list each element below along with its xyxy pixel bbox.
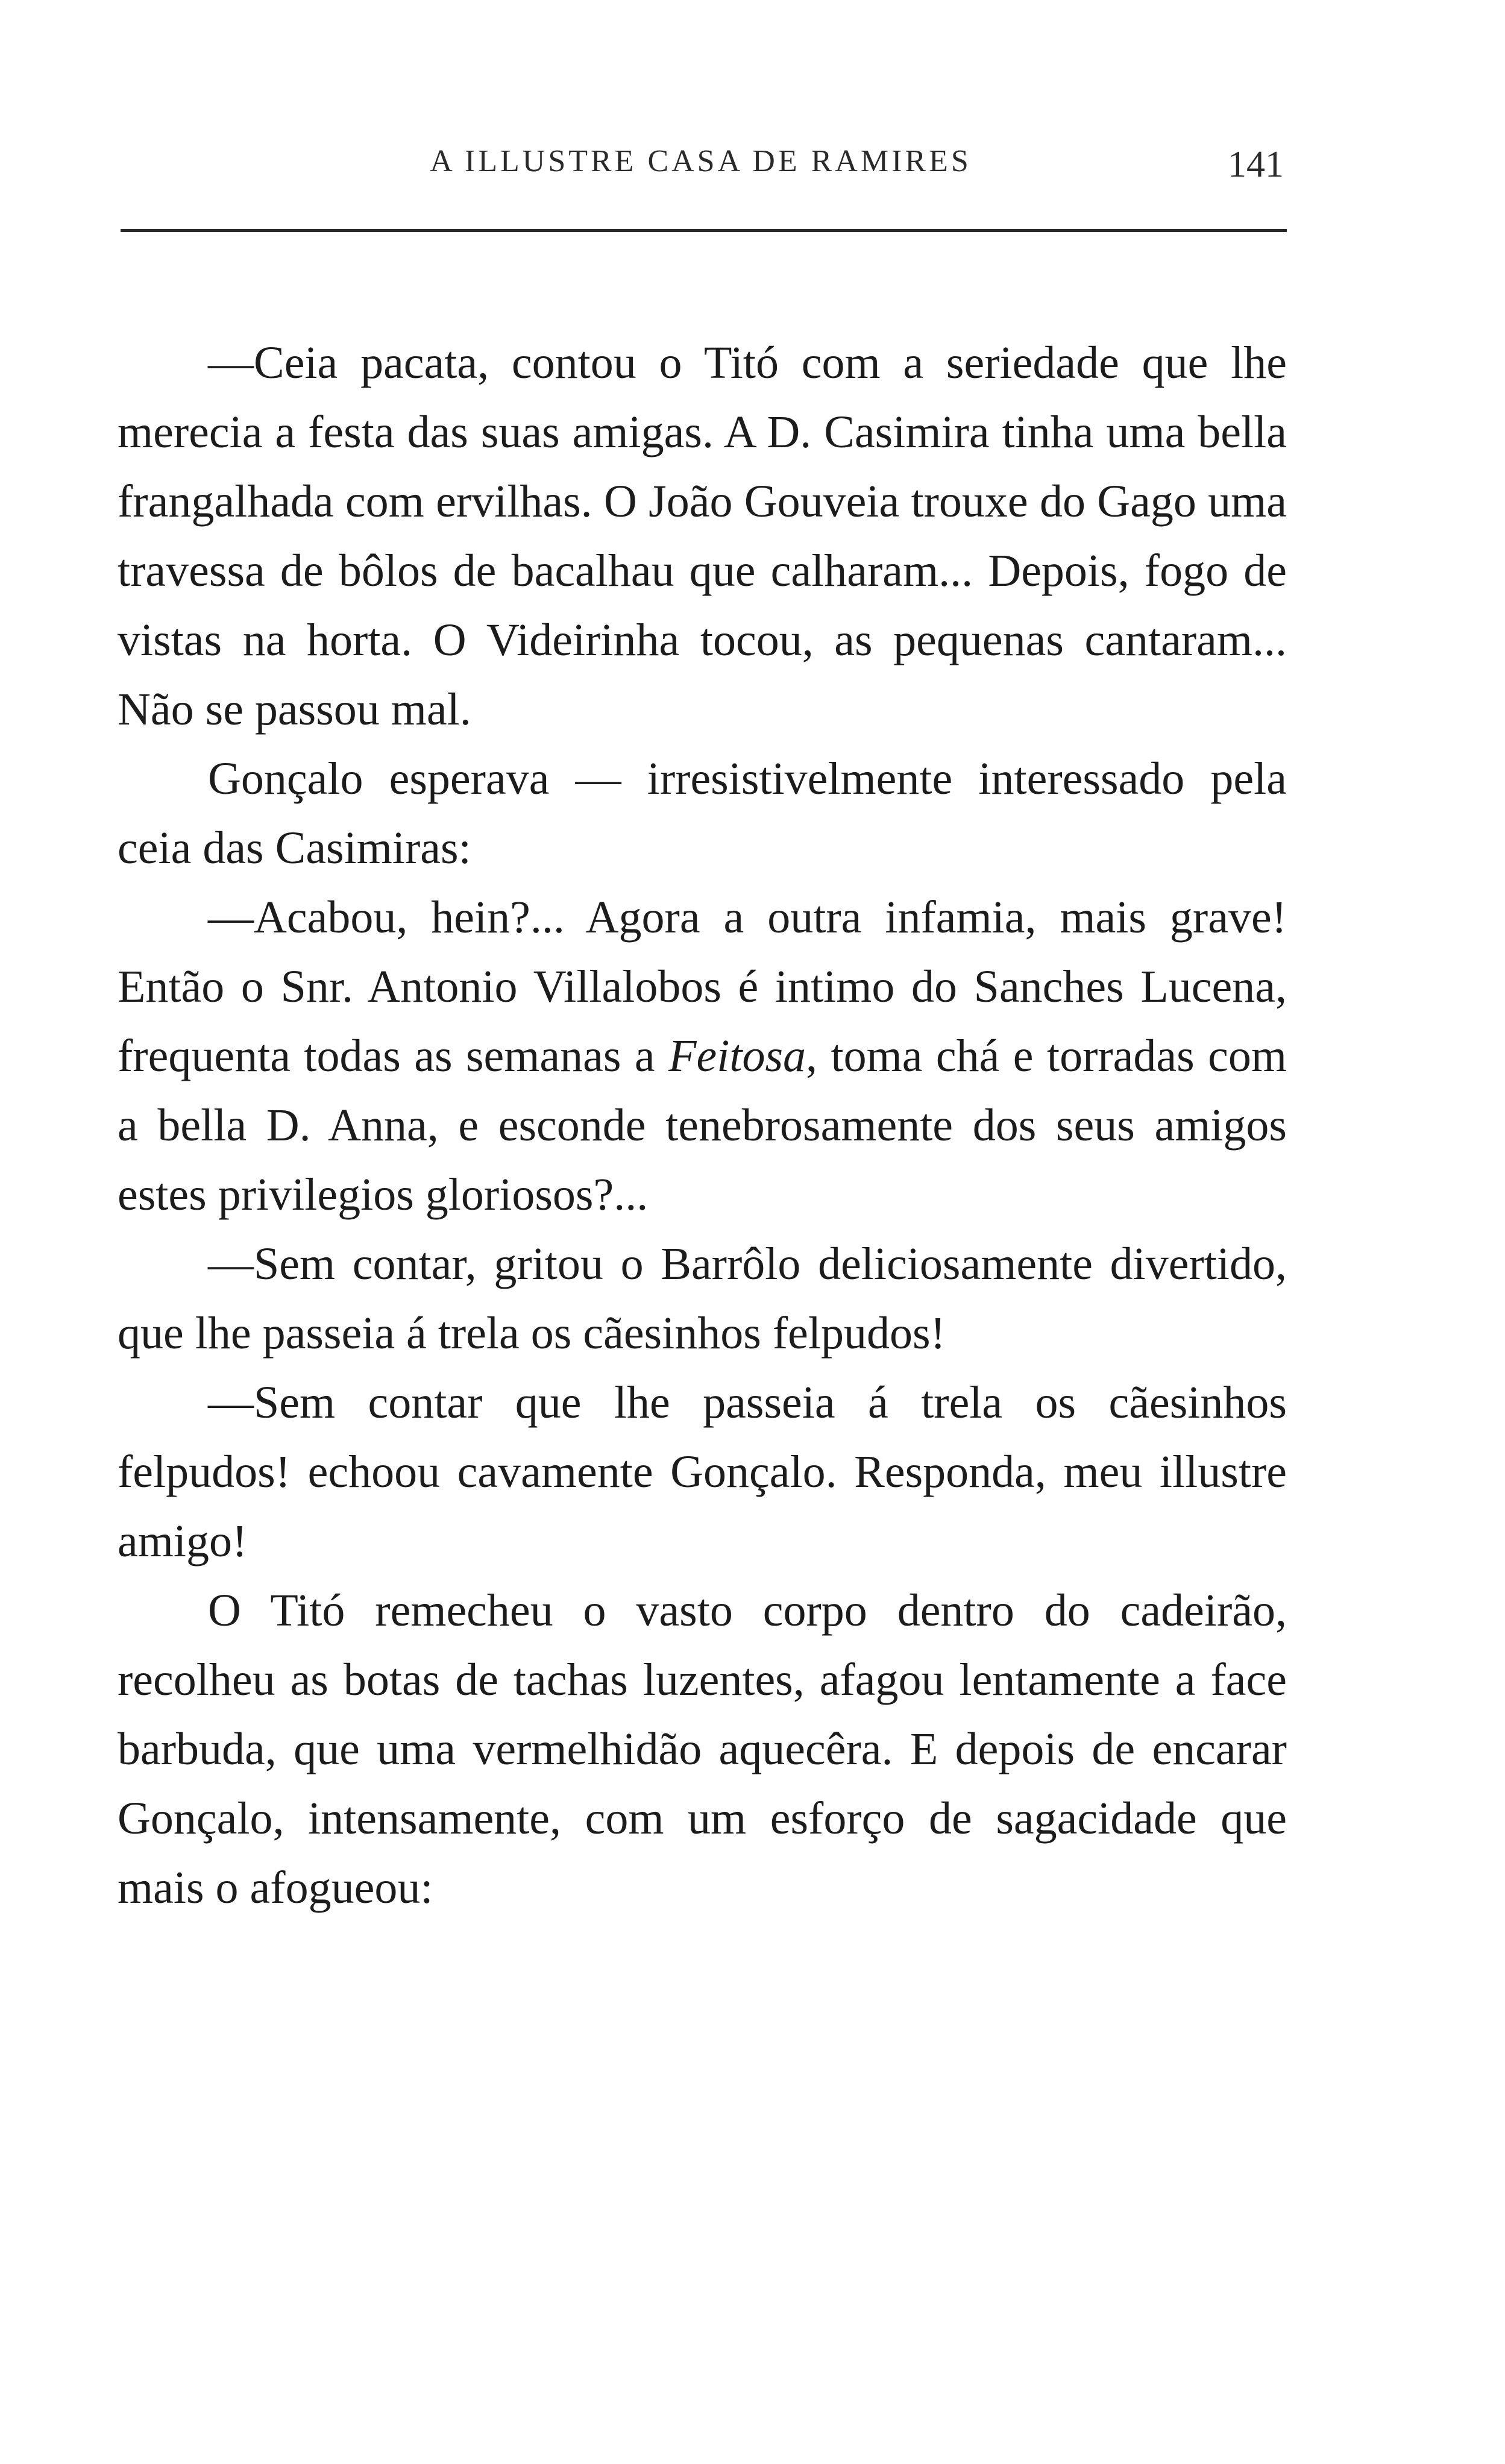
paragraph-text: O Titó remecheu o vasto corpo dentro do cadeirão, recolheu as botas de tachas luzentes, afagou lentamente a face barbuda, que uma vermelhidão aquecêra. E depois de encarar Gonçalo, intensamente, com um esforço de sagacidade que mais o afogueou: <box>118 1585 1287 1913</box>
paragraph-text: —Ceia pacata, contou o Titó com a seriedade que lhe merecia a festa das suas amigas. A D. Casimira tinha uma bella frangalhada com ervilhas. O João Gouveia trouxe do Gago uma travessa de bôlos de bacalhau que calharam... Depois, fogo de vistas na horta. O Videirinha tocou, as pequenas cantaram... Não se passou mal. <box>118 338 1287 735</box>
running-title: A ILLUSTRE CASA DE RAMIRES <box>430 144 972 178</box>
running-head <box>118 143 1284 198</box>
paragraph <box>118 744 1287 883</box>
header-rule <box>121 229 1287 232</box>
paragraph-text: —Sem contar, gritou o Barrôlo deliciosamente divertido, que lhe passeia á trela os cãesinhos felpudos! <box>118 1239 1287 1359</box>
paragraph-text: , toma chá e torradas com a bella D. Anna, e esconde tenebrosamente dos seus amigos estes privilegios gloriosos?... <box>118 1031 1287 1220</box>
paragraph-text: —Acabou, hein?... Agora a outra infamia, mais grave! Então o Snr. Antonio Villalobos é intimo do Sanches Lucena, frequenta todas as semanas a <box>118 892 1287 1081</box>
body-text <box>118 328 1287 1923</box>
paragraph-text: Gonçalo esperava — irresistivelmente interessado pela ceia das Casimiras: <box>118 753 1287 873</box>
paragraph-text: —Sem contar que lhe passeia á trela os cãesinhos felpudos! echoou cavamente Gonçalo. Responda, meu illustre amigo! <box>118 1377 1287 1567</box>
paragraph <box>118 1576 1287 1923</box>
paragraph <box>118 883 1287 1230</box>
paragraph <box>118 328 1287 744</box>
italic-place-name: Feitosa <box>668 1031 806 1081</box>
paragraph <box>118 1368 1287 1576</box>
paragraph <box>118 1230 1287 1368</box>
page-number: 141 <box>1228 144 1284 185</box>
